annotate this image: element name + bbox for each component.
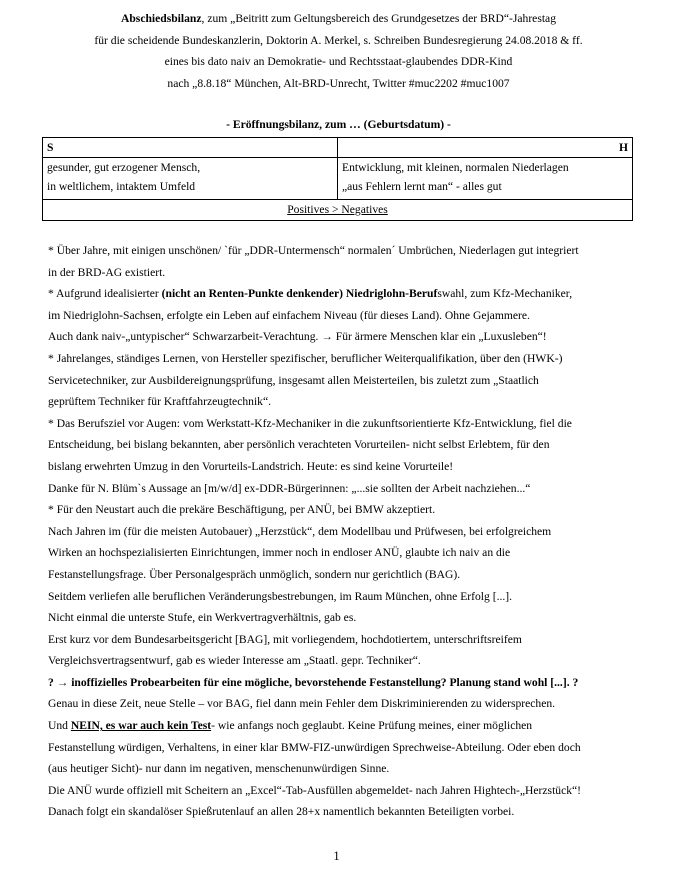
header-line-1: [40, 8, 637, 30]
balance-col-s: S: [43, 138, 338, 158]
body-line: Seitdem verliefen alle beruflichen Veränderungsbestrebungen, im Raum München, ohne Erfolg [...].: [48, 589, 513, 603]
header-line-3: eines bis dato naiv an Demokratie- und Rechtsstaat-glaubendes DDR-Kind: [164, 55, 513, 68]
balance-footer-row: [43, 200, 633, 221]
body-line: Erst kurz vor dem Bundesarbeitsgericht [BAG], mit vorliegendem, hochdotiertem, unterschriftsreifem: [48, 632, 522, 646]
balance-col-h: H: [338, 138, 633, 158]
body-line: * Jahrelanges, ständiges Lernen, von Hersteller spezifischer, beruflicher Weiterqualifikation, über den (HWK-): [48, 351, 563, 365]
balance-left-line-1: gesunder, gut erzogener Mensch,: [47, 161, 201, 174]
balance-right-line-1: Entwicklung, mit kleinen, normalen Niederlagen: [342, 161, 569, 174]
body-text: swahl, zum Kfz-Mechaniker,: [437, 287, 573, 301]
document-body: [48, 240, 648, 823]
balance-right-cell: [338, 158, 633, 200]
body-line: im Niedriglohn-Sachsen, erfolgte ein Leben auf einfachem Niveau (für dieses Land). Ohne Gejammere.: [48, 308, 530, 322]
balance-left-cell: [43, 158, 338, 200]
body-line: * Für den Neustart auch die prekäre Beschäftigung, per ANÜ, bei BMW akzeptiert.: [48, 503, 436, 517]
body-line: [48, 715, 648, 737]
page-number: 1: [333, 849, 340, 863]
balance-left-line-2: in weltlichem, intaktem Umfeld: [47, 180, 196, 193]
body-text: * Aufgrund idealisierter: [48, 287, 162, 301]
body-line: geprüftem Techniker für Kraftfahrzeugtechnik“.: [48, 395, 272, 409]
body-line: Entscheidung, bei bislang bekannten, aber persönlich verachteten Vorurteilen- nicht selbst Erlebtem, für den: [48, 438, 550, 452]
header-title-rest: , zum „Beitritt zum Geltungsbereich des Grundgesetzes der BRD“-Jahrestag: [201, 12, 556, 25]
header-title-bold: Abschiedsbilanz: [120, 12, 202, 25]
body-bold-underlined-text: NEIN, es war auch kein Test: [70, 719, 212, 733]
body-line: Auch dank naiv-„untypischer“ Schwarzarbeit-Verachtung. → Für ärmere Menschen klar ein „Luxusleben“!: [48, 330, 547, 344]
body-line: [48, 283, 648, 305]
document-header: [40, 8, 637, 94]
body-line: Genau in diese Zeit, neue Stelle – vor BAG, fiel dann mein Fehler dem Diskriminierenden zu widersprechen.: [48, 697, 556, 711]
body-line: Die ANÜ wurde offiziell mit Scheitern an „Excel“-Tab-Ausfüllen abgemeldet- nach Jahren Hightech-„Herzstück“!: [48, 783, 582, 797]
body-line: Vergleichsvertragsentwurf, gab es wieder Interesse am „Staatl. gepr. Techniker“.: [48, 654, 421, 668]
body-text: - wie anfangs noch geglaubt. Keine Prüfung meines, einer möglichen: [211, 719, 533, 733]
body-line: Nicht einmal die unterste Stufe, ein Werkvertragverhältnis, gab es.: [48, 611, 357, 625]
balance-table: [42, 137, 633, 221]
body-text: Und: [48, 719, 71, 733]
body-line-bold: ? → inoffizielles Probearbeiten für eine mögliche, bevorstehende Festanstellung? Planung stand wohl [...]. ?: [48, 675, 579, 689]
header-line-2: für die scheidende Bundeskanzlerin, Doktorin A. Merkel, s. Schreiben Bundesregierung 24.08.2018 & ff.: [94, 33, 583, 47]
body-line: in der BRD-AG existiert.: [48, 265, 166, 279]
body-line: Danke für N. Blüm`s Aussage an [m/w/d] ex-DDR-Bürgerinnen: „...sie sollten der Arbeit nachziehen...“: [48, 481, 531, 495]
body-line: * Über Jahre, mit einigen unschönen/ `für „DDR-Untermensch“ normalen´ Umbrüchen, Niederlagen gut integriert: [48, 244, 579, 257]
body-line: (aus heutiger Sicht)- nur dann im negativen, menschenunwürdigen Sinne.: [48, 762, 390, 776]
body-line: Wirken an hochspezialisierten Einrichtungen, immer noch in endloser ANÜ, glaubte ich naiv an die: [48, 546, 511, 560]
section-subtitle: - Eröffnungsbilanz, zum … (Geburtsdatum) -: [226, 118, 451, 131]
body-line: Nach Jahren im (für die meisten Autobauer) „Herzstück“, dem Modellbau und Prüfwesen, bei erfolgreichem: [48, 524, 552, 538]
body-line: Festanstellungsfrage. Über Personalgespräch unmöglich, sondern nur gerichtlich (BAG).: [48, 567, 461, 581]
body-bold-text: (nicht an Renten-Punkte denkender) Niedriglohn-Beruf: [161, 287, 438, 301]
body-line: Danach folgt ein skandalöser Spießrutenlauf an allen 28+x namentlich bekannten Beteiligten vorbei.: [48, 805, 515, 819]
balance-content-row: [43, 158, 633, 200]
header-line-4: nach „8.8.18“ München, Alt-BRD-Unrecht, Twitter #muc2202 #muc1007: [167, 76, 510, 90]
balance-header-row: [43, 138, 633, 158]
balance-right-line-2: „aus Fehlern lernt man“ - alles gut: [342, 180, 502, 193]
body-line: bislang erwehrten Umzug in den Vorurteils-Landstrich. Heute: es sind keine Vorurteile!: [48, 459, 454, 473]
body-line: Servicetechniker, zur Ausbildereignungsprüfung, insgesamt allen Meisterteilen, bis zuletzt zum „Staatlich: [48, 373, 539, 387]
body-line: Festanstellung würdigen, Verhaltens, in einer klar BMW-FIZ-unwürdigen Sprechweise-Abteilung. Oder eben doch: [48, 740, 581, 754]
balance-footer: Positives > Negatives: [43, 200, 633, 221]
body-line: * Das Berufsziel vor Augen: vom Werkstatt-Kfz-Mechaniker in die zukunftsorientierte Kfz-Entwicklung, fiel die: [48, 416, 572, 430]
